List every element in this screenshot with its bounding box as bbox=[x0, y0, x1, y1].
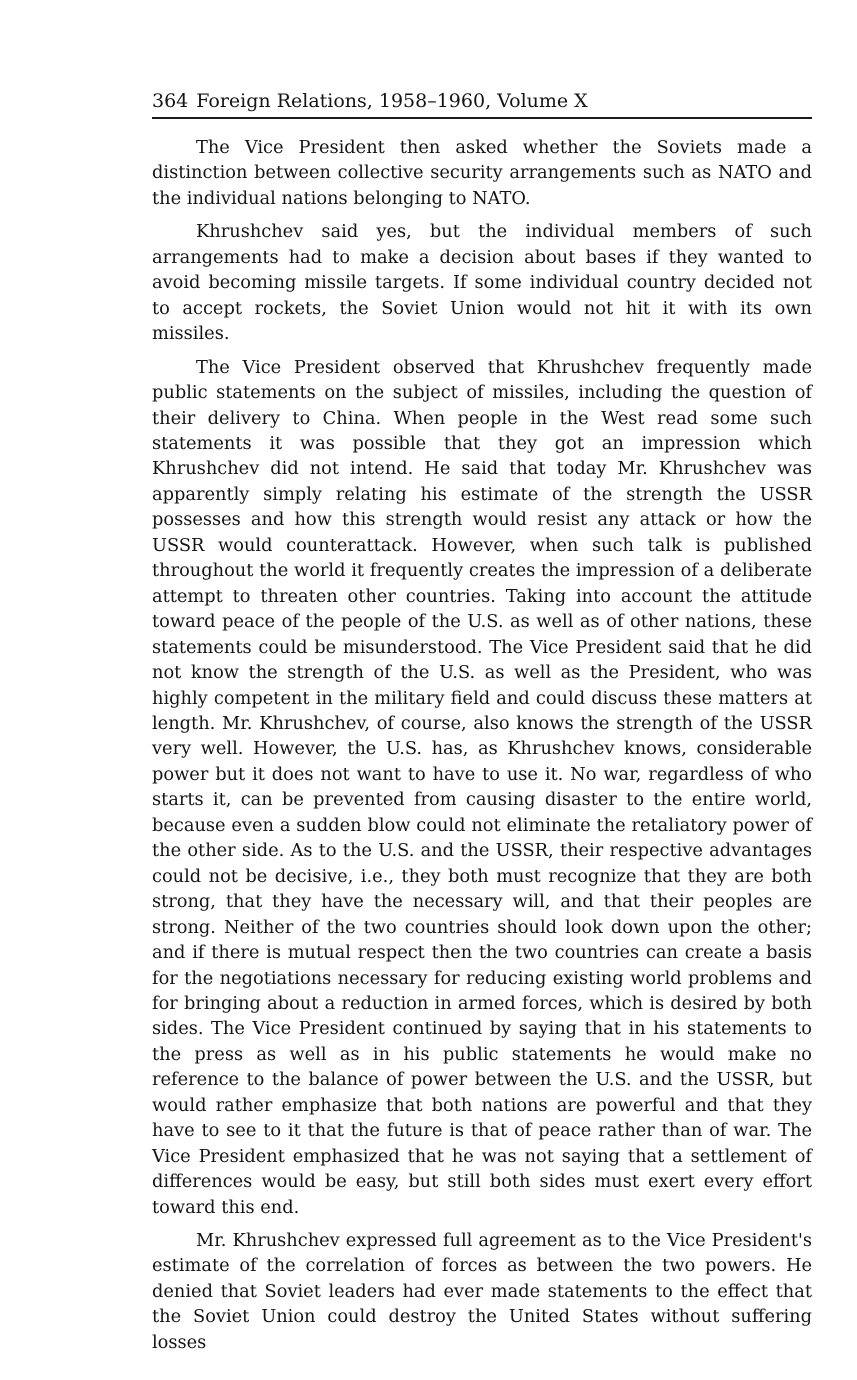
running-head bbox=[152, 88, 812, 119]
paragraph: Mr. Khrushchev expressed full agreement as to the Vice President's estimate of the correlation of forces as between the two powers. He denied that Soviet leaders had ever made statements to the effect that the Soviet Union could destroy the United States without suffering losses bbox=[152, 1230, 812, 1353]
paragraph: The Vice President observed that Khrushchev frequently made public statements on the subject of missiles, including the question of their delivery to China. When people in the West read some such statements it was possible that they got an impression which Khrushchev did not intend. He said that today Mr. Khrushchev was apparently simply relating his estimate of the strength the USSR possesses and how this strength would resist any attack or how the USSR would counterattack. However, when such talk is published throughout the world it frequently creates the impression of a deliberate attempt to threaten other countries. Taking into account the attitude toward peace of the people of the U.S. as well as of other nations, these statements could be misunderstood. The Vice President said that he did not know the strength of the U.S. as well as the President, who was highly competent in the military field and could discuss these matters at length. Mr. Khrushchev, of course, also knows the strength of the USSR very well. However, the U.S. has, as Khrushchev knows, considerable power but it does not want to have to use it. No war, regardless of who starts it, can be prevented from causing disaster to the entire world, because even a sudden blow could not eliminate the retaliatory power of the other side. As to the U.S. and the USSR, their respective advantages could not be decisive, i.e., they both must recognize that they are both strong, that they have the necessary will, and that their peoples are strong. Neither of the two countries should look down upon the other; and if there is mutual respect then the two countries can create a basis for the negotiations necessary for reducing existing world problems and for bringing about a reduction in armed forces, which is desired by both sides. The Vice President continued by saying that in his statements to the press as well as in his public statements he would make no reference to the balance of power between the U.S. and the USSR, but would rather emphasize that both nations are powerful and that they have to see to it that the future is that of peace rather than of war. The Vice President emphasized that he was not saying that a settlement of differences would be easy, but still both sides must exert every effort toward this end. bbox=[152, 356, 812, 1218]
body-text bbox=[152, 135, 812, 1355]
paragraph: The Vice President then asked whether the Soviets made a distinction between collective security arrangements such as NATO and the individual nations belonging to NATO. bbox=[152, 137, 812, 209]
document-page bbox=[152, 88, 812, 1363]
page-number: 364 bbox=[152, 90, 189, 112]
running-title: Foreign Relations, 1958–1960, Volume X bbox=[196, 90, 588, 112]
paragraph: Khrushchev said yes, but the individual members of such arrangements had to make a decision about bases if they wanted to avoid becoming missile targets. If some individual country decided not to accept rockets, the Soviet Union would not hit it with its own missiles. bbox=[152, 221, 812, 345]
